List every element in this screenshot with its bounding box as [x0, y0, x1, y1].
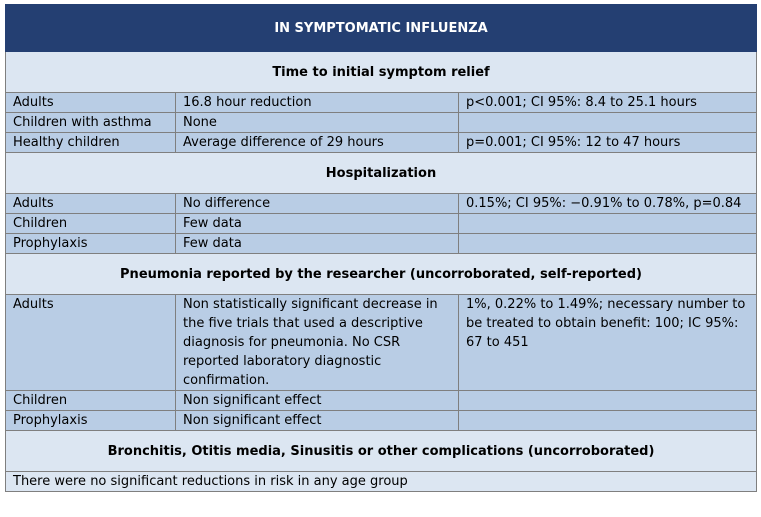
stats-cell	[459, 113, 757, 133]
section-heading: Bronchitis, Otitis media, Sinusitis or other complications (uncorroborated)	[6, 431, 757, 472]
stats-cell: 0.15%; CI 95%: −0.91% to 0.78%, p=0.84	[459, 194, 757, 214]
group-cell: Children with asthma	[6, 113, 176, 133]
result-cell: None	[176, 113, 459, 133]
note-cell: There were no significant reductions in risk in any age group	[6, 472, 757, 492]
table-row	[6, 234, 757, 254]
group-cell: Prophylaxis	[6, 411, 176, 431]
group-cell: Adults	[6, 194, 176, 214]
section-header-row	[6, 52, 757, 93]
result-cell: Non significant effect	[176, 411, 459, 431]
table-title: IN SYMPTOMATIC INFLUENZA	[6, 5, 757, 52]
result-cell: Non significant effect	[176, 391, 459, 411]
result-cell: No difference	[176, 194, 459, 214]
table-row	[6, 472, 757, 492]
group-cell: Children	[6, 214, 176, 234]
table-row	[6, 133, 757, 153]
table-row	[6, 391, 757, 411]
group-cell: Adults	[6, 295, 176, 391]
stats-cell: p=0.001; CI 95%: 12 to 47 hours	[459, 133, 757, 153]
result-cell: 16.8 hour reduction	[176, 93, 459, 113]
stats-cell	[459, 391, 757, 411]
table-row	[6, 93, 757, 113]
section-heading: Pneumonia reported by the researcher (uncorroborated, self-reported)	[6, 254, 757, 295]
group-cell: Children	[6, 391, 176, 411]
section-header-row	[6, 254, 757, 295]
table-title-row	[6, 5, 757, 52]
table-row	[6, 295, 757, 391]
section-heading: Time to initial symptom relief	[6, 52, 757, 93]
result-cell: Few data	[176, 214, 459, 234]
table-row	[6, 214, 757, 234]
section-header-row	[6, 431, 757, 472]
section-heading: Hospitalization	[6, 153, 757, 194]
result-cell: Few data	[176, 234, 459, 254]
stats-cell	[459, 411, 757, 431]
group-cell: Healthy children	[6, 133, 176, 153]
result-cell: Non statistically significant decrease in the five trials that used a descriptive diagnosis for pneumonia. No CSR reported laboratory diagnostic confirmation.	[176, 295, 459, 391]
table-row	[6, 411, 757, 431]
group-cell: Adults	[6, 93, 176, 113]
table-row	[6, 194, 757, 214]
stats-cell: 1%, 0.22% to 1.49%; necessary number to be treated to obtain benefit: 100; IC 95%: 67 to 451	[459, 295, 757, 391]
result-cell: Average difference of 29 hours	[176, 133, 459, 153]
table-row	[6, 113, 757, 133]
influenza-results-table	[5, 4, 757, 492]
stats-cell	[459, 234, 757, 254]
stats-cell	[459, 214, 757, 234]
stats-cell: p<0.001; CI 95%: 8.4 to 25.1 hours	[459, 93, 757, 113]
group-cell: Prophylaxis	[6, 234, 176, 254]
section-header-row	[6, 153, 757, 194]
